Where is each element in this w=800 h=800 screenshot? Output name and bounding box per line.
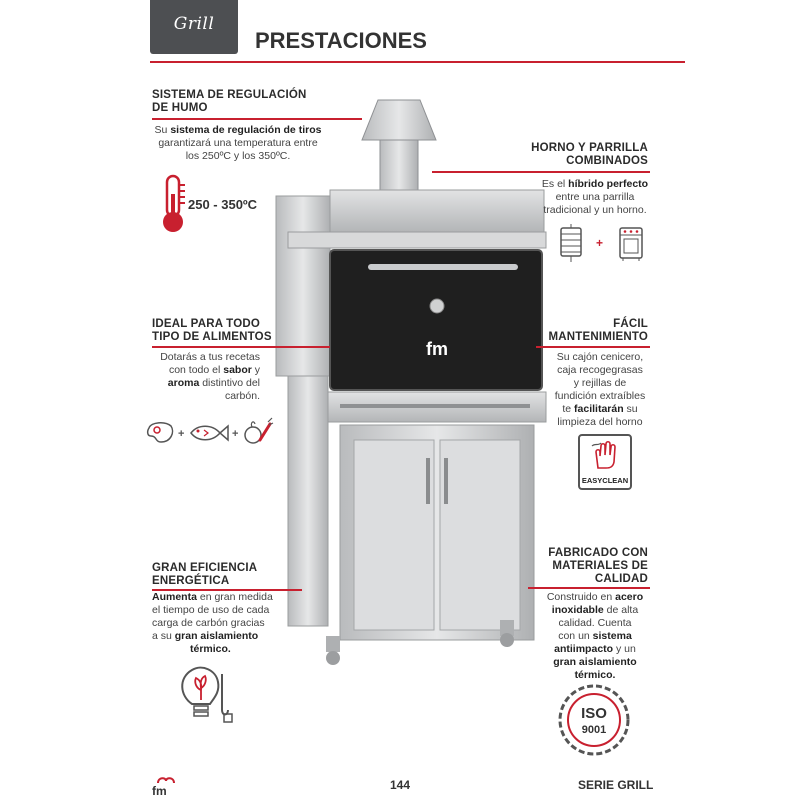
facil-title: FÁCIL MANTENIMIENTO [548,318,648,343]
grill-rack-icon [558,224,584,262]
humo-underline [152,118,362,120]
fish-icon [188,422,230,444]
humo-text: Su sistema de regulación de tiros garantizará una temperatura entre los 250ºC y los 350ºC. [154,124,322,162]
product-logo: fm [426,339,448,359]
page-title: PRESTACIONES [255,28,427,53]
series-name: SERIE GRILL [578,778,654,792]
eco-bulb-icon [170,660,236,726]
iso-label: ISO [581,705,607,722]
ideal-title: IDEAL PARA TODO TIPO DE ALIMENTOS [152,318,272,343]
easyclean-badge [578,434,632,490]
thermometer-icon [159,174,187,236]
iso-number: 9001 [581,724,607,736]
horno-title: HORNO Y PARRILLA COMBINADOS [531,142,648,167]
horno-plus: + [596,236,604,250]
eficiencia-text: Aumenta en gran medida el tiempo de uso de cada carga de carbón gracias a su gran aislamiento térmico. [152,591,273,655]
easyclean-label: EASYCLEAN [581,476,629,485]
steak-icon [145,420,175,446]
ideal-plus-2: + [232,428,239,440]
grill-product-image [258,95,558,675]
title-divider [150,61,685,63]
page-number: 144 [390,778,411,792]
oven-icon [618,226,644,262]
eficiencia-title: GRAN EFICIENCIA ENERGÉTICA [152,562,258,587]
calidad-title: FABRICADO CON MATERIALES DE CALIDAD [548,547,648,585]
hand-wipe-icon [590,440,622,470]
facil-underline [536,346,650,348]
temperature-range: 250 - 350ºC [188,197,258,212]
header-tab-label: Grill [173,14,215,34]
footer-logo-text: fm [152,784,167,798]
vegetables-icon [242,416,274,448]
iso-9001-seal [556,682,632,758]
humo-title: SISTEMA DE REGULACIÓN DE HUMO [152,89,307,114]
footer-logo [152,775,178,797]
horno-underline [432,171,650,173]
calidad-text: Construido en acero inoxidable de alta calidad. Cuenta con un sistema antiimpacto y un gran aislamiento térmico. [546,591,644,681]
ideal-underline [152,346,330,348]
facil-text: Su cajón cenicero, caja recogegrasas y rejillas de fundición extraíbles te facilitarán su limpieza del horno [554,351,646,428]
calidad-underline [528,587,650,589]
header-tab [150,0,238,54]
horno-text: Es el híbrido perfecto entre una parrilla tradicional y un horno. [541,178,649,216]
ideal-plus-1: + [178,428,185,440]
ideal-text: Dotarás a tus recetas con todo el sabor y aroma distintivo del carbón. [160,351,260,402]
